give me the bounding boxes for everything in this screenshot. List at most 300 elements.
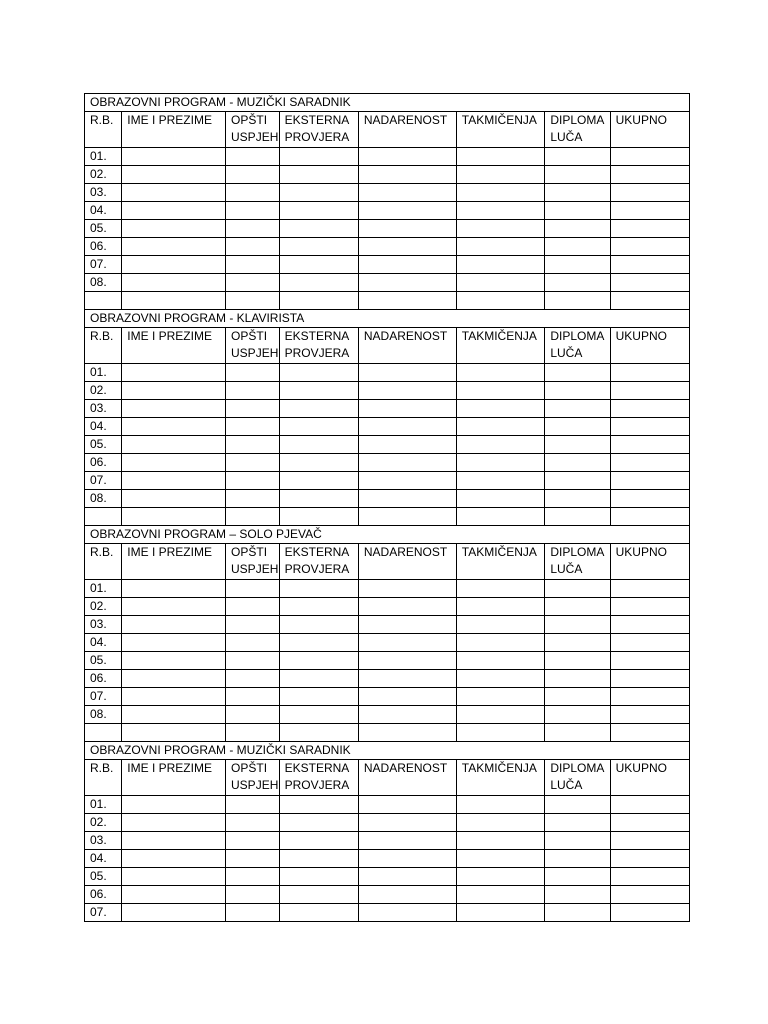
header-col-name <box>122 328 226 364</box>
cell-col-name[interactable] <box>122 202 226 220</box>
cell-col-general-success[interactable] <box>226 868 280 886</box>
cell-col-diploma[interactable] <box>545 706 610 724</box>
cell-col-total[interactable] <box>610 166 689 184</box>
cell-col-general-success[interactable] <box>226 400 280 418</box>
cell-col-general-success[interactable] <box>226 850 280 868</box>
cell-col-total[interactable] <box>610 850 689 868</box>
cell-col-talent[interactable] <box>358 490 456 508</box>
cell-col-talent[interactable] <box>358 904 456 922</box>
cell-col-diploma[interactable] <box>545 202 610 220</box>
header-label: NADARENOST <box>363 329 448 343</box>
cell-col-diploma[interactable] <box>545 184 610 202</box>
cell-col-diploma[interactable] <box>545 868 610 886</box>
cell-col-name[interactable] <box>122 832 226 850</box>
table-row <box>85 652 690 670</box>
cell-col-total[interactable] <box>610 184 689 202</box>
cell-col-diploma[interactable] <box>545 148 610 166</box>
cell-col-diploma[interactable] <box>545 670 610 688</box>
cell-col-diploma[interactable] <box>545 580 610 598</box>
cell-col-talent[interactable] <box>358 652 456 670</box>
cell-col-total[interactable] <box>610 220 689 238</box>
header-label: LUČA <box>550 562 583 576</box>
cell-col-total[interactable] <box>610 490 689 508</box>
table-row <box>85 202 690 220</box>
table-row <box>85 832 690 850</box>
cell-col-total[interactable] <box>610 688 689 706</box>
row-number: 03. <box>85 616 122 634</box>
section-title-row <box>85 526 690 544</box>
table-row <box>85 796 690 814</box>
cell-col-talent[interactable] <box>358 868 456 886</box>
cell-col-talent[interactable] <box>358 688 456 706</box>
cell-col-name[interactable] <box>122 850 226 868</box>
cell-col-name[interactable] <box>122 490 226 508</box>
cell-col-talent[interactable] <box>358 274 456 292</box>
table-row <box>85 148 690 166</box>
header-label: USPJEH <box>231 562 279 576</box>
cell-col-external-exam[interactable] <box>279 652 358 670</box>
row-number: 05. <box>85 220 122 238</box>
table-row <box>85 850 690 868</box>
cell-col-talent[interactable] <box>358 400 456 418</box>
cell-col-name[interactable] <box>122 886 226 904</box>
row-number: 07. <box>85 472 122 490</box>
blank-cell <box>358 508 456 526</box>
header-label: IME I PREZIME <box>127 761 212 775</box>
cell-col-competitions[interactable] <box>456 148 545 166</box>
cell-col-external-exam[interactable] <box>279 670 358 688</box>
header-col-diploma <box>545 112 610 148</box>
cell-col-diploma[interactable] <box>545 418 610 436</box>
document-page <box>84 93 690 922</box>
cell-col-name[interactable] <box>122 436 226 454</box>
cell-col-talent[interactable] <box>358 706 456 724</box>
header-col-total <box>610 760 689 796</box>
header-label: TAKMIČENJA <box>461 545 537 559</box>
cell-col-total[interactable] <box>610 832 689 850</box>
cell-col-talent[interactable] <box>358 670 456 688</box>
cell-col-total[interactable] <box>610 868 689 886</box>
cell-col-competitions[interactable] <box>456 580 545 598</box>
cell-col-diploma[interactable] <box>545 652 610 670</box>
cell-col-diploma[interactable] <box>545 472 610 490</box>
cell-col-general-success[interactable] <box>226 202 280 220</box>
cell-col-diploma[interactable] <box>545 274 610 292</box>
row-number: 03. <box>85 184 122 202</box>
cell-col-talent[interactable] <box>358 256 456 274</box>
cell-col-general-success[interactable] <box>226 652 280 670</box>
cell-col-diploma[interactable] <box>545 616 610 634</box>
cell-col-total[interactable] <box>610 670 689 688</box>
row-number: 08. <box>85 274 122 292</box>
cell-col-total[interactable] <box>610 364 689 382</box>
cell-col-name[interactable] <box>122 220 226 238</box>
cell-col-external-exam[interactable] <box>279 706 358 724</box>
table-row <box>85 688 690 706</box>
cell-col-talent[interactable] <box>358 832 456 850</box>
cell-col-general-success[interactable] <box>226 184 280 202</box>
cell-col-name[interactable] <box>122 796 226 814</box>
cell-col-competitions[interactable] <box>456 364 545 382</box>
cell-col-talent[interactable] <box>358 886 456 904</box>
table-row <box>85 436 690 454</box>
cell-col-general-success[interactable] <box>226 706 280 724</box>
cell-col-competitions[interactable] <box>456 382 545 400</box>
table-row <box>85 166 690 184</box>
section-title-row <box>85 742 690 760</box>
cell-col-diploma[interactable] <box>545 904 610 922</box>
cell-col-external-exam[interactable] <box>279 382 358 400</box>
row-number: 04. <box>85 850 122 868</box>
cell-col-general-success[interactable] <box>226 220 280 238</box>
header-col-competitions <box>456 112 545 148</box>
cell-col-total[interactable] <box>610 580 689 598</box>
header-col-name <box>122 112 226 148</box>
cell-col-total[interactable] <box>610 886 689 904</box>
table-row <box>85 670 690 688</box>
row-number: 03. <box>85 400 122 418</box>
header-label: R.B. <box>90 329 114 343</box>
cell-col-competitions[interactable] <box>456 652 545 670</box>
header-row <box>85 544 690 580</box>
header-col-general-success <box>226 328 280 364</box>
cell-col-talent[interactable] <box>358 850 456 868</box>
cell-col-talent[interactable] <box>358 220 456 238</box>
cell-col-diploma[interactable] <box>545 634 610 652</box>
header-label: USPJEH <box>231 778 279 792</box>
cell-col-name[interactable] <box>122 364 226 382</box>
table-row <box>85 886 690 904</box>
cell-col-diploma[interactable] <box>545 166 610 184</box>
cell-col-competitions[interactable] <box>456 598 545 616</box>
cell-col-competitions[interactable] <box>456 436 545 454</box>
cell-col-general-success[interactable] <box>226 436 280 454</box>
cell-col-name[interactable] <box>122 418 226 436</box>
cell-col-diploma[interactable] <box>545 256 610 274</box>
cell-col-talent[interactable] <box>358 184 456 202</box>
cell-col-name[interactable] <box>122 670 226 688</box>
cell-col-total[interactable] <box>610 814 689 832</box>
cell-col-name[interactable] <box>122 688 226 706</box>
cell-col-external-exam[interactable] <box>279 688 358 706</box>
cell-col-talent[interactable] <box>358 148 456 166</box>
header-label: TAKMIČENJA <box>461 113 537 127</box>
cell-col-external-exam[interactable] <box>279 598 358 616</box>
cell-col-general-success[interactable] <box>226 166 280 184</box>
cell-col-general-success[interactable] <box>226 616 280 634</box>
cell-col-external-exam[interactable] <box>279 418 358 436</box>
cell-col-total[interactable] <box>610 274 689 292</box>
cell-col-talent[interactable] <box>358 472 456 490</box>
cell-col-competitions[interactable] <box>456 472 545 490</box>
cell-col-external-exam[interactable] <box>279 616 358 634</box>
cell-col-diploma[interactable] <box>545 832 610 850</box>
cell-col-external-exam[interactable] <box>279 634 358 652</box>
blank-cell <box>358 724 456 742</box>
cell-col-total[interactable] <box>610 796 689 814</box>
cell-col-general-success[interactable] <box>226 382 280 400</box>
cell-col-external-exam[interactable] <box>279 436 358 454</box>
cell-col-external-exam[interactable] <box>279 850 358 868</box>
cell-col-diploma[interactable] <box>545 814 610 832</box>
cell-col-competitions[interactable] <box>456 688 545 706</box>
cell-col-general-success[interactable] <box>226 904 280 922</box>
header-label: LUČA <box>550 346 583 360</box>
header-label: EKSTERNA <box>284 113 350 127</box>
cell-col-external-exam[interactable] <box>279 364 358 382</box>
cell-col-diploma[interactable] <box>545 598 610 616</box>
cell-col-total[interactable] <box>610 202 689 220</box>
cell-col-general-success[interactable] <box>226 598 280 616</box>
header-label: LUČA <box>550 130 583 144</box>
cell-col-general-success[interactable] <box>226 814 280 832</box>
cell-col-competitions[interactable] <box>456 202 545 220</box>
header-label: UKUPNO <box>615 113 667 127</box>
header-label: IME I PREZIME <box>127 329 212 343</box>
header-label: NADARENOST <box>363 113 448 127</box>
cell-col-name[interactable] <box>122 472 226 490</box>
cell-col-competitions[interactable] <box>456 904 545 922</box>
cell-col-total[interactable] <box>610 598 689 616</box>
table-row <box>85 220 690 238</box>
cell-col-external-exam[interactable] <box>279 274 358 292</box>
row-number: 07. <box>85 904 122 922</box>
cell-col-external-exam[interactable] <box>279 490 358 508</box>
blank-cell <box>122 508 226 526</box>
cell-col-general-success[interactable] <box>226 688 280 706</box>
cell-col-diploma[interactable] <box>545 850 610 868</box>
cell-col-talent[interactable] <box>358 364 456 382</box>
cell-col-total[interactable] <box>610 148 689 166</box>
cell-col-name[interactable] <box>122 148 226 166</box>
blank-cell <box>545 724 610 742</box>
cell-col-external-exam[interactable] <box>279 472 358 490</box>
blank-cell <box>610 724 689 742</box>
cell-col-name[interactable] <box>122 400 226 418</box>
cell-col-name[interactable] <box>122 652 226 670</box>
cell-col-talent[interactable] <box>358 616 456 634</box>
cell-col-name[interactable] <box>122 868 226 886</box>
cell-col-total[interactable] <box>610 472 689 490</box>
header-col-talent <box>358 112 456 148</box>
cell-col-external-exam[interactable] <box>279 238 358 256</box>
cell-col-name[interactable] <box>122 706 226 724</box>
cell-col-general-success[interactable] <box>226 796 280 814</box>
cell-col-talent[interactable] <box>358 166 456 184</box>
header-label: NADARENOST <box>363 545 448 559</box>
cell-col-diploma[interactable] <box>545 238 610 256</box>
cell-col-name[interactable] <box>122 454 226 472</box>
cell-col-diploma[interactable] <box>545 400 610 418</box>
cell-col-competitions[interactable] <box>456 454 545 472</box>
cell-col-competitions[interactable] <box>456 616 545 634</box>
cell-col-general-success[interactable] <box>226 364 280 382</box>
table-row <box>85 472 690 490</box>
cell-col-general-success[interactable] <box>226 256 280 274</box>
header-label: NADARENOST <box>363 761 448 775</box>
cell-col-general-success[interactable] <box>226 634 280 652</box>
cell-col-total[interactable] <box>610 616 689 634</box>
blank-cell <box>85 724 122 742</box>
cell-col-talent[interactable] <box>358 454 456 472</box>
cell-col-general-success[interactable] <box>226 418 280 436</box>
cell-col-competitions[interactable] <box>456 706 545 724</box>
cell-col-external-exam[interactable] <box>279 166 358 184</box>
cell-col-external-exam[interactable] <box>279 580 358 598</box>
cell-col-diploma[interactable] <box>545 688 610 706</box>
cell-col-competitions[interactable] <box>456 814 545 832</box>
cell-col-diploma[interactable] <box>545 454 610 472</box>
cell-col-total[interactable] <box>610 706 689 724</box>
table-row <box>85 238 690 256</box>
cell-col-total[interactable] <box>610 418 689 436</box>
cell-col-external-exam[interactable] <box>279 886 358 904</box>
cell-col-external-exam[interactable] <box>279 256 358 274</box>
cell-col-general-success[interactable] <box>226 832 280 850</box>
row-number: 01. <box>85 364 122 382</box>
table-row <box>85 274 690 292</box>
cell-col-external-exam[interactable] <box>279 454 358 472</box>
cell-col-external-exam[interactable] <box>279 832 358 850</box>
table-row <box>85 454 690 472</box>
table-row <box>85 904 690 922</box>
row-number: 08. <box>85 706 122 724</box>
cell-col-general-success[interactable] <box>226 670 280 688</box>
cell-col-external-exam[interactable] <box>279 904 358 922</box>
cell-col-external-exam[interactable] <box>279 148 358 166</box>
cell-col-total[interactable] <box>610 436 689 454</box>
cell-col-general-success[interactable] <box>226 472 280 490</box>
cell-col-talent[interactable] <box>358 796 456 814</box>
cell-col-external-exam[interactable] <box>279 868 358 886</box>
header-label: R.B. <box>90 545 114 559</box>
cell-col-talent[interactable] <box>358 634 456 652</box>
cell-col-total[interactable] <box>610 400 689 418</box>
cell-col-total[interactable] <box>610 652 689 670</box>
row-number: 06. <box>85 886 122 904</box>
cell-col-competitions[interactable] <box>456 166 545 184</box>
cell-col-competitions[interactable] <box>456 220 545 238</box>
cell-col-name[interactable] <box>122 580 226 598</box>
blank-cell <box>456 292 545 310</box>
header-row <box>85 760 690 796</box>
blank-row <box>85 724 690 742</box>
header-col-competitions <box>456 544 545 580</box>
cell-col-general-success[interactable] <box>226 274 280 292</box>
table-row <box>85 634 690 652</box>
cell-col-name[interactable] <box>122 616 226 634</box>
cell-col-competitions[interactable] <box>456 832 545 850</box>
row-number: 05. <box>85 436 122 454</box>
cell-col-name[interactable] <box>122 238 226 256</box>
header-label: DIPLOMA <box>550 545 605 559</box>
cell-col-talent[interactable] <box>358 202 456 220</box>
cell-col-total[interactable] <box>610 634 689 652</box>
cell-col-name[interactable] <box>122 274 226 292</box>
cell-col-total[interactable] <box>610 454 689 472</box>
blank-cell <box>279 724 358 742</box>
row-number: 06. <box>85 454 122 472</box>
cell-col-competitions[interactable] <box>456 238 545 256</box>
cell-col-total[interactable] <box>610 382 689 400</box>
cell-col-competitions[interactable] <box>456 634 545 652</box>
cell-col-general-success[interactable] <box>226 238 280 256</box>
cell-col-competitions[interactable] <box>456 256 545 274</box>
header-col-rb <box>85 760 122 796</box>
cell-col-competitions[interactable] <box>456 796 545 814</box>
cell-col-general-success[interactable] <box>226 454 280 472</box>
cell-col-competitions[interactable] <box>456 400 545 418</box>
header-col-competitions <box>456 760 545 796</box>
cell-col-general-success[interactable] <box>226 148 280 166</box>
cell-col-talent[interactable] <box>358 238 456 256</box>
cell-col-total[interactable] <box>610 904 689 922</box>
cell-col-general-success[interactable] <box>226 580 280 598</box>
cell-col-talent[interactable] <box>358 598 456 616</box>
cell-col-talent[interactable] <box>358 436 456 454</box>
blank-cell <box>226 724 280 742</box>
cell-col-talent[interactable] <box>358 580 456 598</box>
header-label: R.B. <box>90 761 114 775</box>
header-label: IME I PREZIME <box>127 545 212 559</box>
cell-col-competitions[interactable] <box>456 868 545 886</box>
cell-col-competitions[interactable] <box>456 418 545 436</box>
cell-col-diploma[interactable] <box>545 490 610 508</box>
cell-col-external-exam[interactable] <box>279 220 358 238</box>
cell-col-diploma[interactable] <box>545 364 610 382</box>
table-row <box>85 580 690 598</box>
cell-col-competitions[interactable] <box>456 274 545 292</box>
cell-col-total[interactable] <box>610 238 689 256</box>
cell-col-name[interactable] <box>122 814 226 832</box>
cell-col-general-success[interactable] <box>226 490 280 508</box>
cell-col-external-exam[interactable] <box>279 184 358 202</box>
header-label: OPŠTI <box>231 545 268 559</box>
cell-col-general-success[interactable] <box>226 886 280 904</box>
header-col-diploma <box>545 760 610 796</box>
cell-col-talent[interactable] <box>358 382 456 400</box>
header-col-external-exam <box>279 544 358 580</box>
cell-col-diploma[interactable] <box>545 886 610 904</box>
cell-col-name[interactable] <box>122 184 226 202</box>
blank-cell <box>456 724 545 742</box>
cell-col-total[interactable] <box>610 256 689 274</box>
cell-col-external-exam[interactable] <box>279 814 358 832</box>
cell-col-name[interactable] <box>122 166 226 184</box>
cell-col-name[interactable] <box>122 382 226 400</box>
cell-col-diploma[interactable] <box>545 382 610 400</box>
cell-col-talent[interactable] <box>358 814 456 832</box>
cell-col-diploma[interactable] <box>545 796 610 814</box>
cell-col-competitions[interactable] <box>456 886 545 904</box>
cell-col-external-exam[interactable] <box>279 202 358 220</box>
cell-col-competitions[interactable] <box>456 184 545 202</box>
cell-col-competitions[interactable] <box>456 490 545 508</box>
cell-col-name[interactable] <box>122 256 226 274</box>
cell-col-talent[interactable] <box>358 418 456 436</box>
cell-col-name[interactable] <box>122 904 226 922</box>
cell-col-diploma[interactable] <box>545 436 610 454</box>
table-row <box>85 184 690 202</box>
row-number: 04. <box>85 418 122 436</box>
cell-col-competitions[interactable] <box>456 850 545 868</box>
cell-col-name[interactable] <box>122 634 226 652</box>
cell-col-competitions[interactable] <box>456 670 545 688</box>
cell-col-diploma[interactable] <box>545 220 610 238</box>
cell-col-external-exam[interactable] <box>279 400 358 418</box>
cell-col-name[interactable] <box>122 598 226 616</box>
cell-col-external-exam[interactable] <box>279 796 358 814</box>
